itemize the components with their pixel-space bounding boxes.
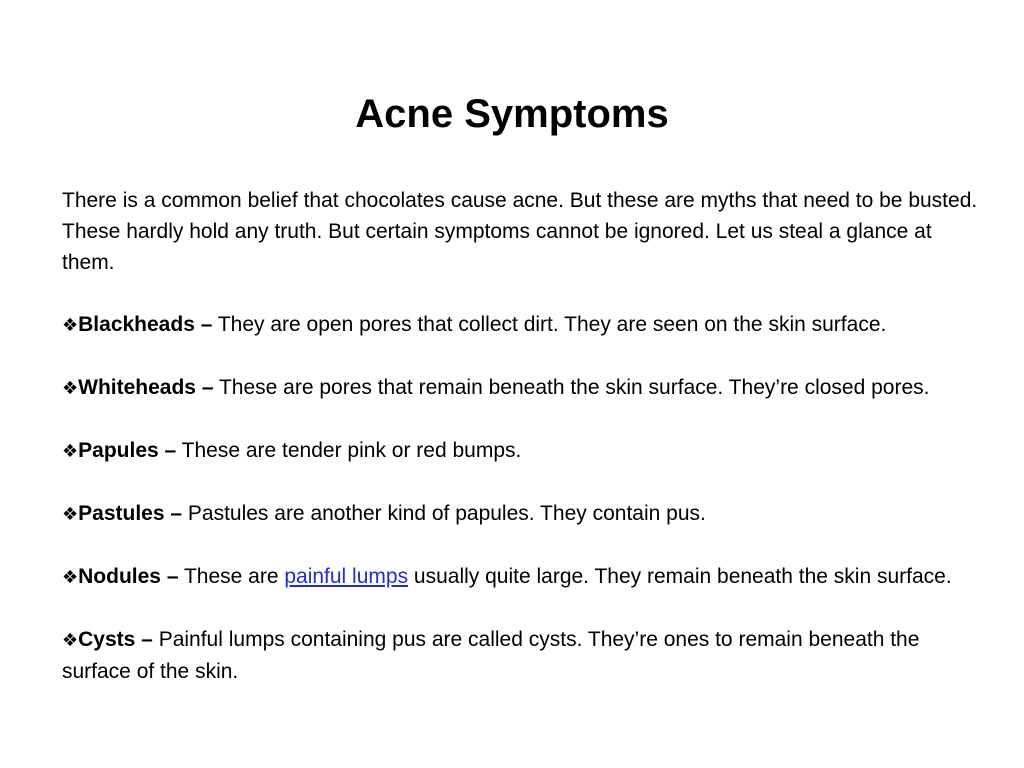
description-nodules-start: These are [178, 565, 285, 588]
term-pastules: Pastules – [78, 502, 183, 525]
list-item-nodules [62, 561, 982, 593]
diamond-bullet-icon: ❖ [62, 378, 79, 398]
slide-title: Acne Symptoms [355, 92, 669, 136]
diamond-bullet-icon: ❖ [62, 315, 79, 335]
list-item-papules [62, 435, 982, 467]
description-papules: These are tender pink or red bumps. [176, 439, 522, 462]
description-cysts: Painful lumps containing pus are called cysts. They’re ones to remain beneath the surface of the skin. [62, 628, 920, 683]
term-cysts: Cysts – [78, 628, 153, 651]
description-blackheads: They are open pores that collect dirt. They are seen on the skin surface. [212, 313, 887, 336]
description-pastules: Pastules are another kind of papules. They contain pus. [182, 502, 706, 525]
list-item-cysts [62, 624, 982, 687]
diamond-bullet-icon: ❖ [62, 630, 79, 650]
list-item-whiteheads [62, 372, 982, 404]
term-whiteheads: Whiteheads – [78, 376, 214, 399]
description-whiteheads: These are pores that remain beneath the skin surface. They’re closed pores. [213, 376, 930, 399]
intro-paragraph: There is a common belief that chocolates cause acne. But these are myths that need to be busted. These hardly hold any truth. But certain symptoms cannot be ignored. Let us steal a glance at them. [62, 189, 978, 274]
term-blackheads: Blackheads – [78, 313, 213, 336]
description-nodules-end: usually quite large. They remain beneath the skin surface. [408, 565, 952, 588]
diamond-bullet-icon: ❖ [62, 567, 79, 587]
diamond-bullet-icon: ❖ [62, 504, 79, 524]
term-papules: Papules – [78, 439, 177, 462]
diamond-bullet-icon: ❖ [62, 441, 79, 461]
term-nodules: Nodules – [78, 565, 179, 588]
painful-lumps-link[interactable]: painful lumps [284, 565, 409, 588]
list-item-pastules [62, 498, 982, 530]
list-item-blackheads [62, 309, 982, 341]
symptom-list [62, 309, 982, 687]
slide-content [62, 185, 982, 687]
